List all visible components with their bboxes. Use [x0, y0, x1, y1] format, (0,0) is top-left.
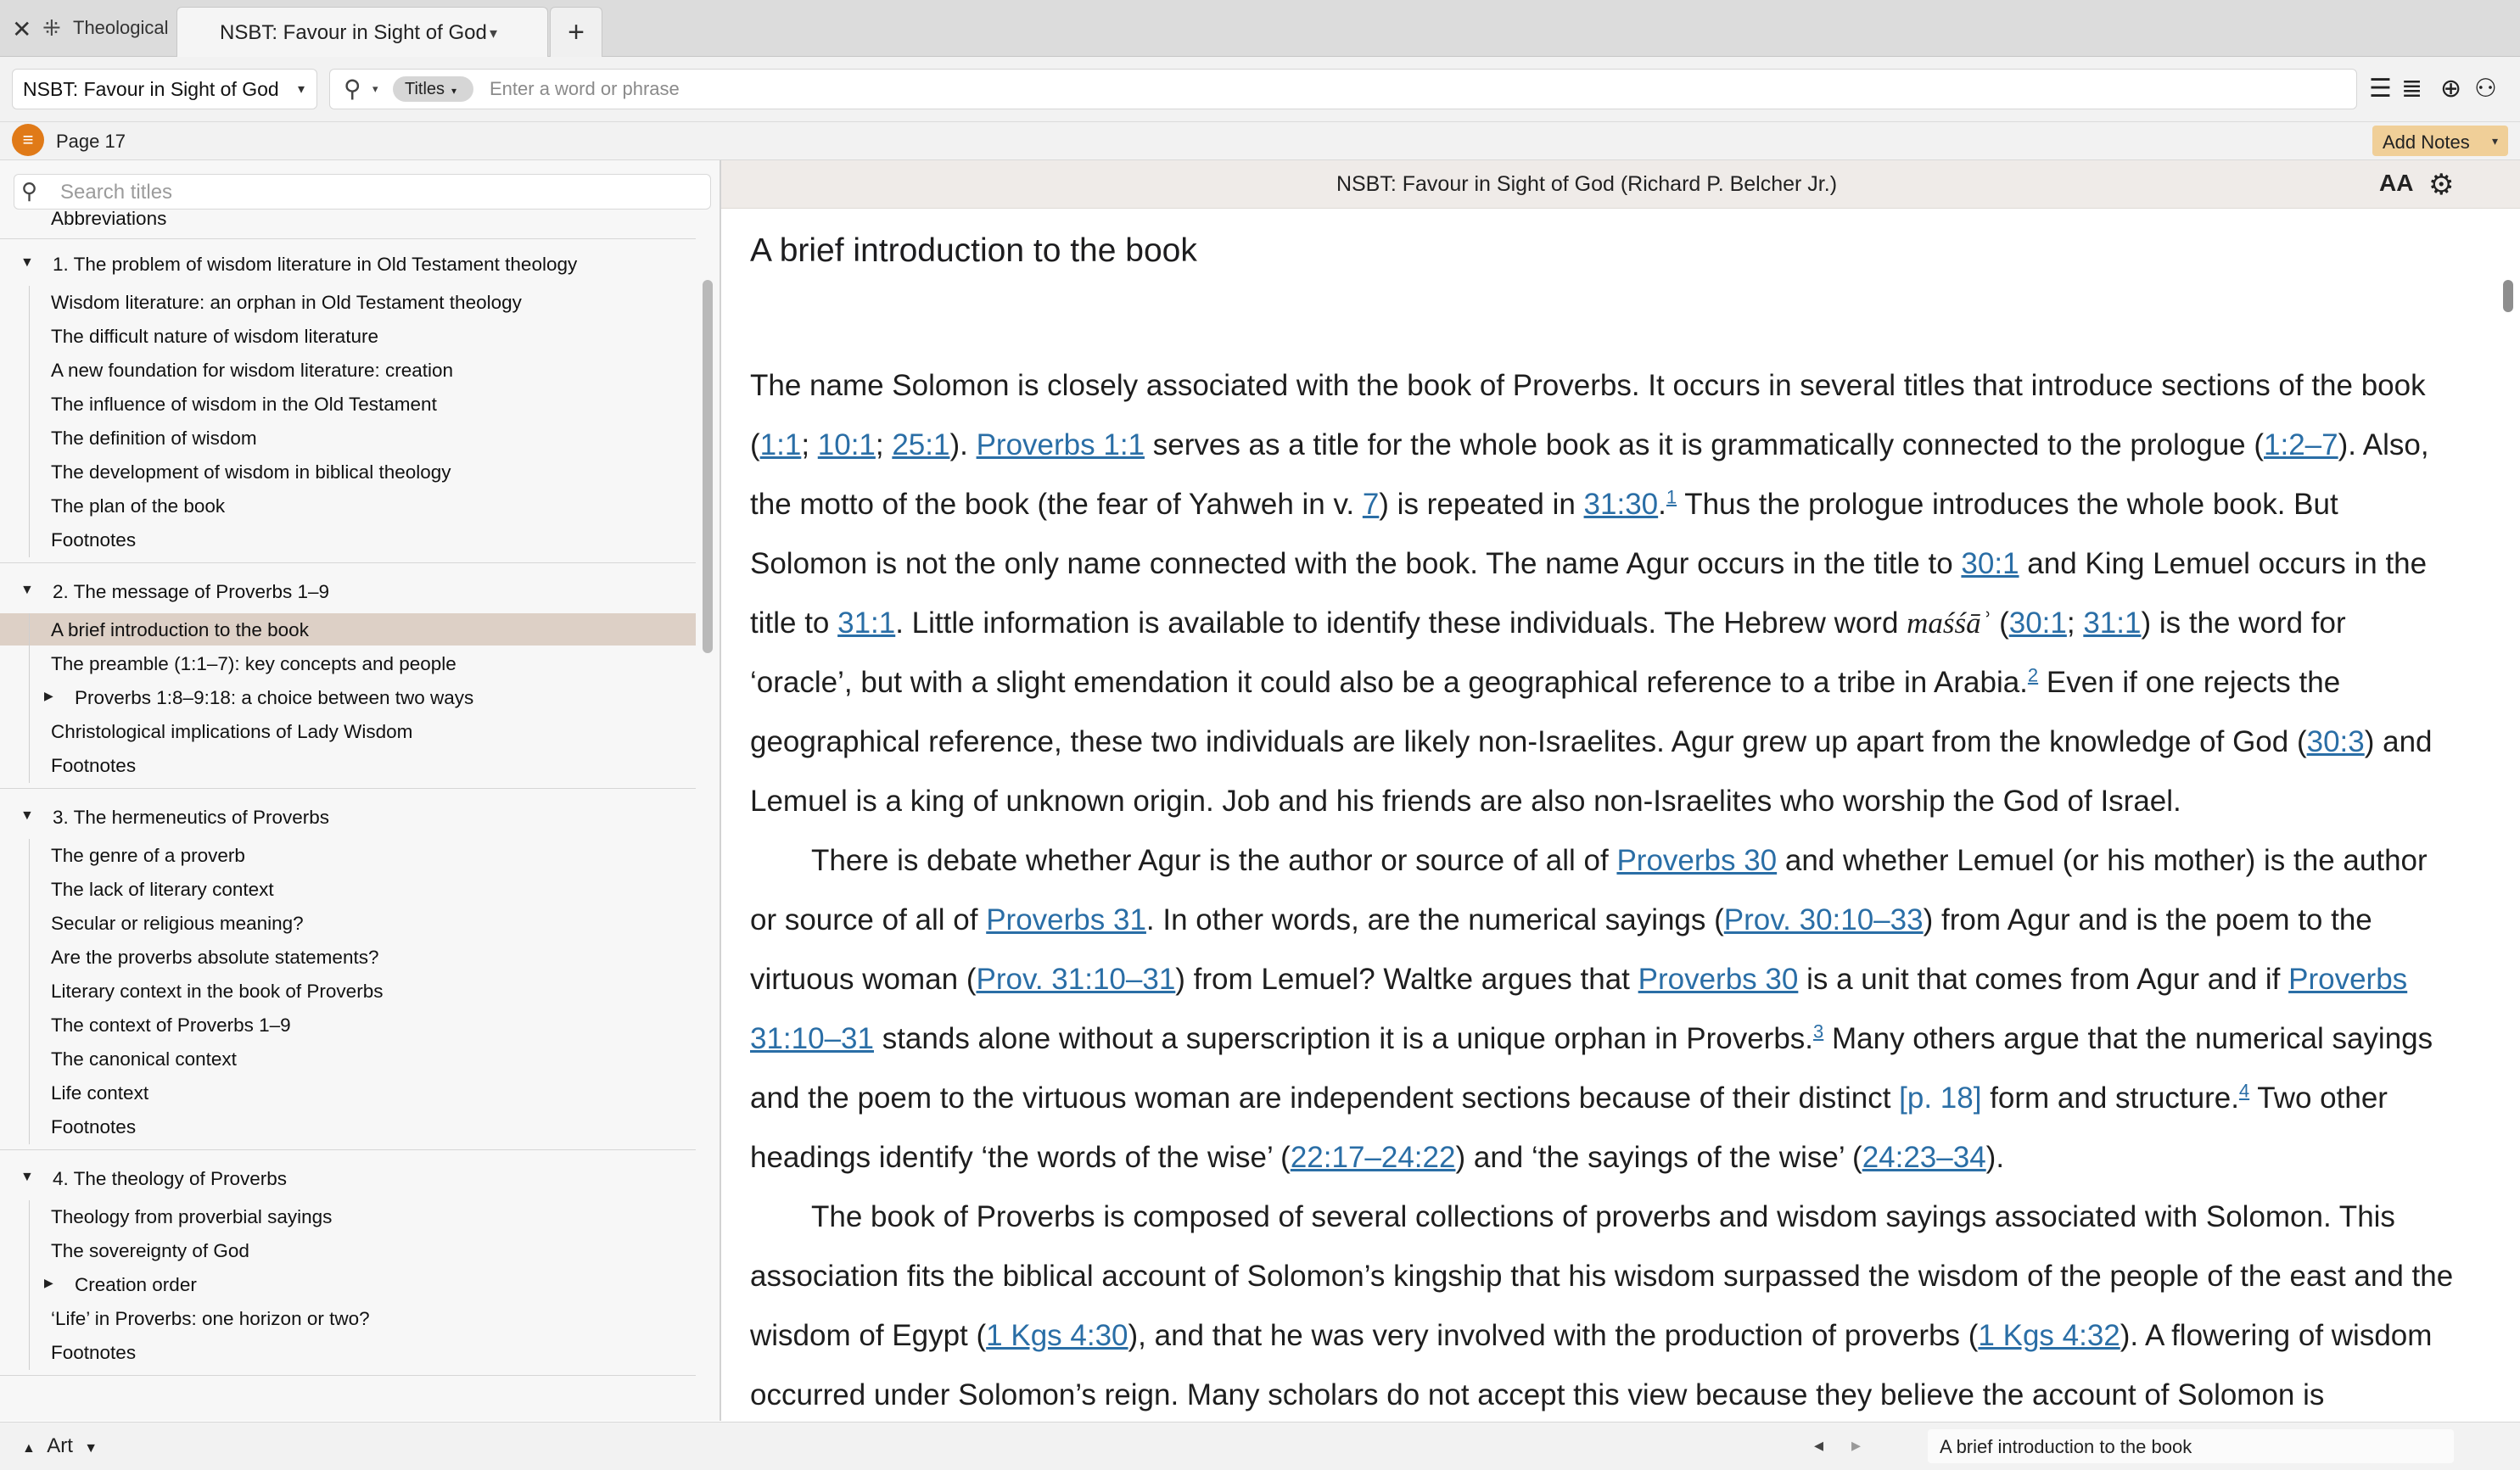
- divider: [0, 1149, 696, 1150]
- toc-item[interactable]: [0, 422, 696, 454]
- toc-item-label: Footnotes: [51, 1116, 137, 1137]
- toc-item[interactable]: [0, 907, 696, 939]
- scripture-link[interactable]: Prov. 30:10–33: [1723, 903, 1924, 936]
- toc-item-label: The plan of the book: [51, 495, 226, 517]
- collapse-triangle-icon[interactable]: ▼: [20, 255, 34, 270]
- next-arrow-icon[interactable]: ▸: [1851, 1434, 1862, 1456]
- toc-item-label: Footnotes: [51, 755, 137, 776]
- scripture-link[interactable]: 25:1: [892, 428, 950, 461]
- toc-chapter-label: 1. The problem of wisdom literature in Old Testament theology: [53, 254, 578, 275]
- scripture-link[interactable]: 30:3: [2306, 725, 2365, 758]
- toc-item[interactable]: [0, 1200, 696, 1232]
- title-search-input[interactable]: [59, 178, 707, 207]
- chevron-down-icon[interactable]: ▾: [490, 25, 498, 42]
- search-icon[interactable]: ⚲: [344, 75, 361, 102]
- toc-item[interactable]: [0, 1009, 696, 1041]
- toc-item-label: A brief introduction to the book: [51, 619, 309, 640]
- toc-item-label: The sovereignty of God: [51, 1240, 249, 1261]
- toc-chapter[interactable]: [0, 1161, 696, 1195]
- toc-item[interactable]: [0, 941, 696, 973]
- resource-title: NSBT: Favour in Sight of God (Richard P. Belcher Jr.): [1336, 172, 1838, 196]
- chevron-down-icon: ▾: [2491, 134, 2498, 148]
- toc-item-label: Proverbs 1:8–9:18: a choice between two ways: [75, 687, 474, 708]
- toc-item[interactable]: [0, 873, 696, 905]
- location-box[interactable]: [1928, 1429, 2454, 1463]
- toc-item[interactable]: [0, 1234, 696, 1266]
- footnote-link[interactable]: 4: [2238, 1080, 2250, 1102]
- title-search-box: [14, 174, 711, 210]
- toc-item-label: Creation order: [75, 1274, 197, 1295]
- scripture-link[interactable]: 1:2–7: [2264, 428, 2338, 461]
- divider: [0, 238, 696, 239]
- toc-item-label: Life context: [51, 1082, 149, 1104]
- scripture-link[interactable]: 30:1: [1961, 547, 2019, 580]
- toc-item[interactable]: [0, 1076, 696, 1109]
- status-bar: [0, 1422, 2520, 1470]
- toc-item[interactable]: [0, 1042, 696, 1075]
- toc-item-label: Theology from proverbial sayings: [51, 1206, 333, 1227]
- text-align-icon[interactable]: ≣: [2401, 75, 2423, 103]
- toc-item[interactable]: [0, 749, 696, 781]
- collapse-triangle-icon[interactable]: ▼: [20, 583, 34, 597]
- toc-item-label: Literary context in the book of Proverbs: [51, 981, 384, 1002]
- tree-guide-line: [29, 286, 30, 557]
- document-body: [750, 356, 2456, 1418]
- scripture-link[interactable]: 1:1: [759, 428, 802, 461]
- toc-chapter-label: 3. The hermeneutics of Proverbs: [53, 807, 329, 828]
- toc-item-label: Footnotes: [51, 529, 137, 551]
- scripture-link[interactable]: Proverbs 31: [986, 903, 1146, 936]
- active-tab[interactable]: [176, 7, 548, 57]
- scripture-link[interactable]: 10:1: [817, 428, 876, 461]
- location-label: A brief introduction to the book: [1940, 1436, 2192, 1457]
- footnote-link[interactable]: 1: [1666, 486, 1677, 508]
- scripture-link[interactable]: Proverbs 30: [1638, 963, 1799, 996]
- document-content: [750, 214, 2456, 1418]
- toc-item[interactable]: [0, 1268, 696, 1300]
- toc-item-label: The lack of literary context: [51, 879, 274, 900]
- toc-item[interactable]: [0, 320, 696, 352]
- add-notes-label: Add Notes: [2383, 131, 2470, 153]
- paragraph-1: The name Solomon is closely associated with the book of Proverbs. It occurs in several titles that introduce sections of the book (1:1; 10:1; 25:1). Proverbs 1:1 serves as a title for the whole book as it is grammatically connected to the prologue (1:2–7). Also, the motto of the book (the fear of Yahweh in v. 7) is repeated in 31:30.$^1$ Thus the prologue introduces the whole book. But Solomon is not the only name connected with the book. The name Agur occurs in the title to 30:1 and King Lemuel occurs in the title to 31:1. Little information is available to identify these individuals. The Hebrew word maśśāʾ (30:1; 31:1) is the word for ‘oracle’, but with a slight emendation it could also be a geographical reference to a tribe in Arabia.$^2$ Even if one rejects the geographical reference, these two individuals are likely non-Israelites. Agur grew up apart from the knowledge of God (30:3) and Lemuel is a king of unknown origin. Job and his friends are also non-Israelites who worship the God of Israel.: [750, 369, 2433, 818]
- scripture-link[interactable]: Prov. 31:10–31: [976, 963, 1176, 996]
- chevron-down-icon: ▼: [84, 1441, 98, 1456]
- toc-item[interactable]: [0, 456, 696, 488]
- page-bar: [0, 122, 2520, 160]
- chevron-up-icon: ▲: [22, 1441, 36, 1456]
- toc-chapter[interactable]: [0, 800, 696, 834]
- footnote-link[interactable]: 2: [2027, 664, 2039, 686]
- toc-item[interactable]: [0, 523, 696, 556]
- toc-chapter[interactable]: [0, 574, 696, 608]
- toc-item[interactable]: [0, 388, 696, 420]
- content-scrollbar[interactable]: [2503, 280, 2513, 312]
- tree-guide-line: [29, 839, 30, 1144]
- search-scope-label: Titles: [405, 80, 445, 98]
- toc-item[interactable]: [0, 715, 696, 747]
- tab-bar: [0, 0, 2520, 57]
- toc-item-label: Christological implications of Lady Wisdom: [51, 721, 413, 742]
- tab-group-label[interactable]: Theological: [73, 17, 169, 38]
- resource-selector[interactable]: [12, 69, 317, 109]
- collapse-triangle-icon[interactable]: ▼: [20, 808, 34, 823]
- search-input[interactable]: [488, 73, 2341, 105]
- scripture-link[interactable]: Proverbs 31:10–31: [750, 963, 2408, 1055]
- toc-item-label: The context of Proverbs 1–9: [51, 1014, 291, 1036]
- divider: [0, 788, 696, 789]
- toc-chapter[interactable]: [0, 247, 696, 281]
- toc-item[interactable]: [0, 489, 696, 522]
- toc-item[interactable]: [0, 286, 696, 318]
- toc-item[interactable]: [0, 1336, 696, 1368]
- paragraph-3: The book of Proverbs is composed of several collections of proverbs and wisdom sayings associated with Solomon. This association fits the biblical account of Solomon’s kingship that his wisdom surpassed the wisdom of the people of the east and the wisdom of Egypt (1 Kgs 4:30), and that he was very involved with the production of proverbs (1 Kgs 4:32). A flowering of wisdom occurred under Solomon’s reign. Many scholars do not accept this view because they believe the account of Solomon is: [750, 1200, 2454, 1411]
- toc-item-label: The difficult nature of wisdom literature: [51, 326, 379, 347]
- chevron-down-icon[interactable]: ▾: [372, 82, 378, 95]
- add-circle-icon[interactable]: ⊕: [2440, 75, 2462, 103]
- content-header: [721, 160, 2520, 209]
- add-notes-button[interactable]: [2372, 126, 2508, 156]
- table-of-contents-panel: [0, 160, 721, 1421]
- toc-item-abbreviations[interactable]: Abbreviations: [51, 208, 167, 229]
- scripture-link[interactable]: 22:17–24:22: [1290, 1141, 1456, 1174]
- page-reference: [p. 18]: [1899, 1082, 1982, 1115]
- scripture-link[interactable]: 31:30: [1583, 488, 1659, 521]
- scripture-link[interactable]: 24:23–34: [1862, 1141, 1986, 1174]
- gear-icon[interactable]: ⚙: [2428, 169, 2455, 201]
- close-icon[interactable]: ✕: [12, 16, 32, 42]
- toc-item-label: A new foundation for wisdom literature: creation: [51, 360, 454, 381]
- search-box: [329, 69, 2357, 109]
- toc-item-label: Are the proverbs absolute statements?: [51, 947, 379, 968]
- page-indicator: Page 17: [56, 131, 126, 152]
- search-scope-button[interactable]: [393, 76, 473, 102]
- divider: [0, 1375, 696, 1376]
- toc-item-label: The preamble (1:1–7): key concepts and people: [51, 653, 456, 674]
- tree-guide-line: [29, 613, 30, 783]
- art-toggle[interactable]: [22, 1434, 98, 1458]
- scripture-link[interactable]: 31:1: [837, 606, 896, 640]
- link-sets-icon[interactable]: ⚇: [2474, 75, 2497, 103]
- footnote-link[interactable]: 3: [1813, 1020, 1824, 1042]
- toc-item[interactable]: [0, 613, 696, 646]
- divider: [0, 562, 696, 563]
- font-size-button[interactable]: AA: [2379, 170, 2414, 196]
- expand-triangle-icon[interactable]: ▶: [44, 1276, 53, 1289]
- toc-item[interactable]: [0, 647, 696, 679]
- toc-item[interactable]: [0, 681, 696, 713]
- toc-item[interactable]: [0, 354, 696, 386]
- scripture-link[interactable]: 30:1: [2008, 606, 2067, 640]
- table-of-contents-icon[interactable]: ≡: [12, 124, 44, 156]
- toc-item-label: The development of wisdom in biblical theology: [51, 461, 451, 483]
- toc-item-label: The canonical context: [51, 1048, 237, 1070]
- toc-item-label: The influence of wisdom in the Old Testament: [51, 394, 437, 415]
- scripture-link[interactable]: 7: [1362, 488, 1380, 521]
- scripture-link[interactable]: Proverbs 1:1: [976, 428, 1145, 461]
- toc-item-label: Footnotes: [51, 1342, 137, 1363]
- resource-selector-label: NSBT: Favour in Sight of God: [23, 78, 279, 100]
- toolbar: [0, 57, 2520, 122]
- scripture-link[interactable]: 1 Kgs 4:32: [1978, 1319, 2120, 1352]
- toc-item-label: The genre of a proverb: [51, 845, 245, 866]
- toc-item-label: ‘Life’ in Proverbs: one horizon or two?: [51, 1308, 370, 1329]
- art-label: Art: [47, 1434, 73, 1457]
- scripture-link[interactable]: Proverbs 30: [1616, 844, 1778, 877]
- tree-guide-line: [29, 1200, 30, 1370]
- toc-item-label: Secular or religious meaning?: [51, 913, 304, 934]
- search-icon[interactable]: ⚲: [21, 178, 38, 204]
- single-column-icon[interactable]: ☰: [2369, 75, 2392, 103]
- collapse-triangle-icon[interactable]: ▼: [20, 1170, 34, 1184]
- chevron-down-icon: ▾: [451, 85, 457, 97]
- add-tab-button[interactable]: +: [550, 7, 602, 57]
- move-handle-icon[interactable]: ⁜: [42, 15, 61, 41]
- section-heading: A brief introduction to the book: [750, 232, 1197, 269]
- hebrew-term: maśśāʾ: [1907, 606, 1991, 640]
- expand-triangle-icon[interactable]: ▶: [44, 689, 53, 702]
- chevron-down-icon: ▾: [297, 82, 305, 97]
- toc-item[interactable]: [0, 1110, 696, 1143]
- toc-chapter-label: 2. The message of Proverbs 1–9: [53, 581, 330, 602]
- toc-item-label: Wisdom literature: an orphan in Old Testament theology: [51, 292, 522, 313]
- toc-item[interactable]: [0, 1302, 696, 1334]
- previous-arrow-icon[interactable]: ◂: [1814, 1434, 1824, 1456]
- toc-item[interactable]: [0, 975, 696, 1007]
- scripture-link[interactable]: 1 Kgs 4:30: [986, 1319, 1128, 1352]
- paragraph-2: There is debate whether Agur is the author or source of all of Proverbs 30 and whether Lemuel (or his mother) is the author or source of all of Proverbs 31. In other words, are the numerical sayings (Prov. 30:10–33) from Agur and is the poem to the virtuous woman (Prov. 31:10–31) from Lemuel? Waltke argues that Proverbs 30 is a unit that comes from Agur and if Proverbs 31:10–31 stands alone without a superscription it is a unique orphan in Proverbs.$^3$ Many others argue that the numerical sayings and the poem to the virtuous woman are independent sections because of their distinct [p. 18] form and structure.$^4$ Two other headings identify ‘the words of the wise’ (22:17–24:22) and ‘the sayings of the wise’ (24:23–34).: [750, 844, 2433, 1174]
- toc-item[interactable]: [0, 839, 696, 871]
- sidebar-scrollbar[interactable]: [703, 280, 713, 653]
- toc-item-label: The definition of wisdom: [51, 428, 257, 449]
- toc-chapter-label: 4. The theology of Proverbs: [53, 1168, 287, 1189]
- scripture-link[interactable]: 31:1: [2083, 606, 2142, 640]
- active-tab-label: NSBT: Favour in Sight of God: [220, 21, 487, 44]
